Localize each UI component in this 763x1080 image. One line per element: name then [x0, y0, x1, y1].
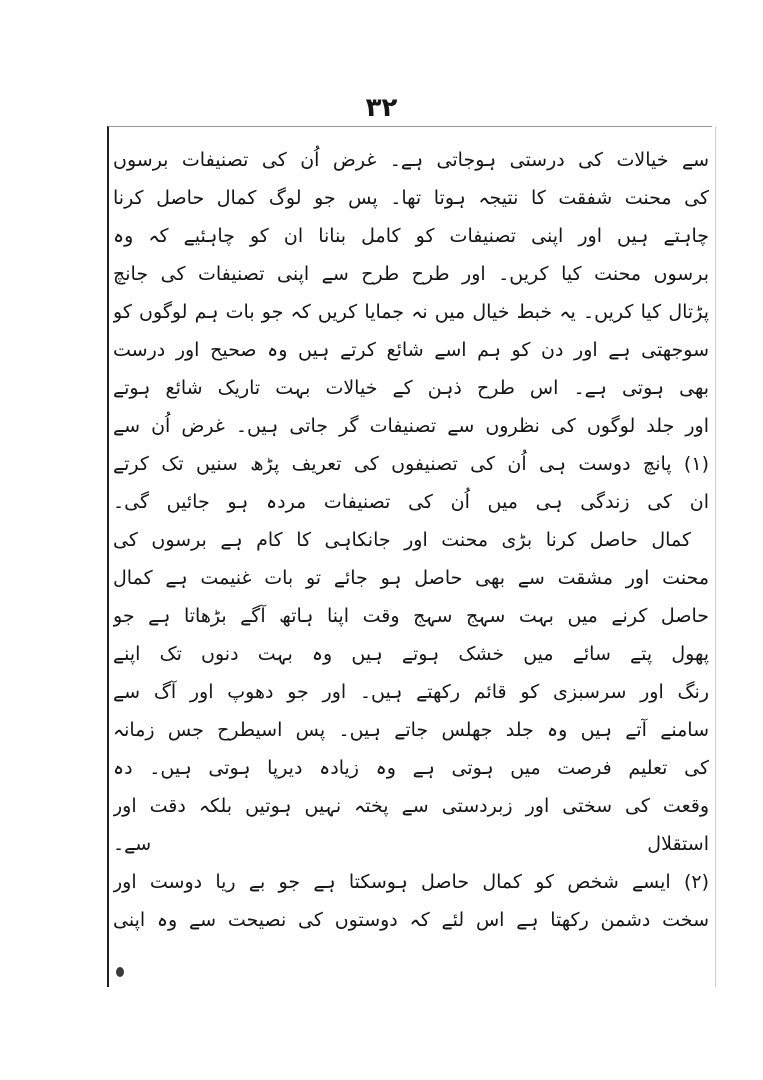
text-line: وقعت کی سختی اور زبردستی سے پختہ نہیں ہوتیں بلکہ دقت اور: [113, 795, 709, 817]
text-line: اور جلد لوگوں کی نظروں سے تصنیفات گر جاتی ہیں۔ غرض اُن سے: [113, 415, 709, 437]
text-line: برسوں محنت کیا کریں۔ اور طرح طرح سے اپنی تصنیفات کی جانچ: [113, 263, 709, 285]
text-line: محنت اور مشقت سے بھی حاصل ہو جائے تو بات غنیمت ہے کمال: [113, 567, 709, 589]
text-line: کی محنت شفقت کا نتیجہ ہوتا تھا۔ پس جو لوگ کمال حاصل کرنا: [113, 187, 709, 209]
text-line: ان کی زندگی ہی میں اُن کی تصنیفات مردہ ہو جائیں گی۔: [113, 491, 709, 513]
paragraph-start-line: کمال حاصل کرنا بڑی محنت اور جانکاہی کا کام ہے برسوں کی: [113, 529, 691, 551]
text-line: سے خیالات کی درستی ہوجاتی ہے۔ غرض اُن کی تصنیفات برسوں: [113, 149, 709, 171]
text-line: بھی ہوتی ہے۔ اس طرح ذہن کے خیالات بہت تاریک شائع ہوتے: [113, 377, 709, 399]
text-line: استقلال سے۔: [113, 833, 709, 855]
page-number: ۳۲: [365, 93, 398, 123]
text-line: سامنے آتے ہیں وہ جلد جھلس جاتے ہیں۔ پس اسیطرح جس زمانہ: [113, 719, 709, 741]
text-line: سخت دشمن رکھتا ہے اس لئے کہ دوستوں کی نصیحت سے وہ اپنی: [113, 909, 709, 931]
text-line: پڑتال کیا کریں۔ یہ خبط خیال میں نہ جمایا کریں کہ جو بات ہم لوگوں کو: [113, 301, 709, 323]
text-body: [113, 141, 709, 939]
text-line: حاصل کرنے میں بہت سہج سہج وقت اپنا ہاتھ آگے بڑھاتا ہے جو: [113, 605, 709, 627]
text-line: کی تعلیم فرصت میں ہوتی ہے وہ زیادہ دیرپا ہوتی ہیں۔ دہ: [113, 757, 709, 779]
text-line: سوجھتی ہے اور دن کو ہم اسے شائع کرتے ہیں وہ صحیح اور درست: [113, 339, 709, 361]
ink-blot: [116, 967, 124, 977]
text-line: (۱) پانچ دوست ہی اُن کی تصنیفوں کی تعریف پڑھ سنیں تک کرتے: [113, 453, 709, 475]
text-line: رنگ اور سرسبزی کو قائم رکھتے ہیں۔ اور جو دھوپ اور آگ سے: [113, 681, 709, 703]
text-frame: [107, 126, 712, 987]
text-line: چاہتے ہیں اور اپنی تصنیفات کو کامل بنانا ان کو چاہئیے کہ وہ: [113, 225, 709, 247]
text-line: (۲) ایسے شخص کو کمال حاصل ہوسکتا ہے جو بے ریا دوست اور: [113, 871, 709, 893]
text-line: پھول پتے سائے میں خشک ہوتے ہیں وہ بہت دنوں تک اپنے: [113, 643, 709, 665]
frame-edge: [715, 127, 716, 987]
